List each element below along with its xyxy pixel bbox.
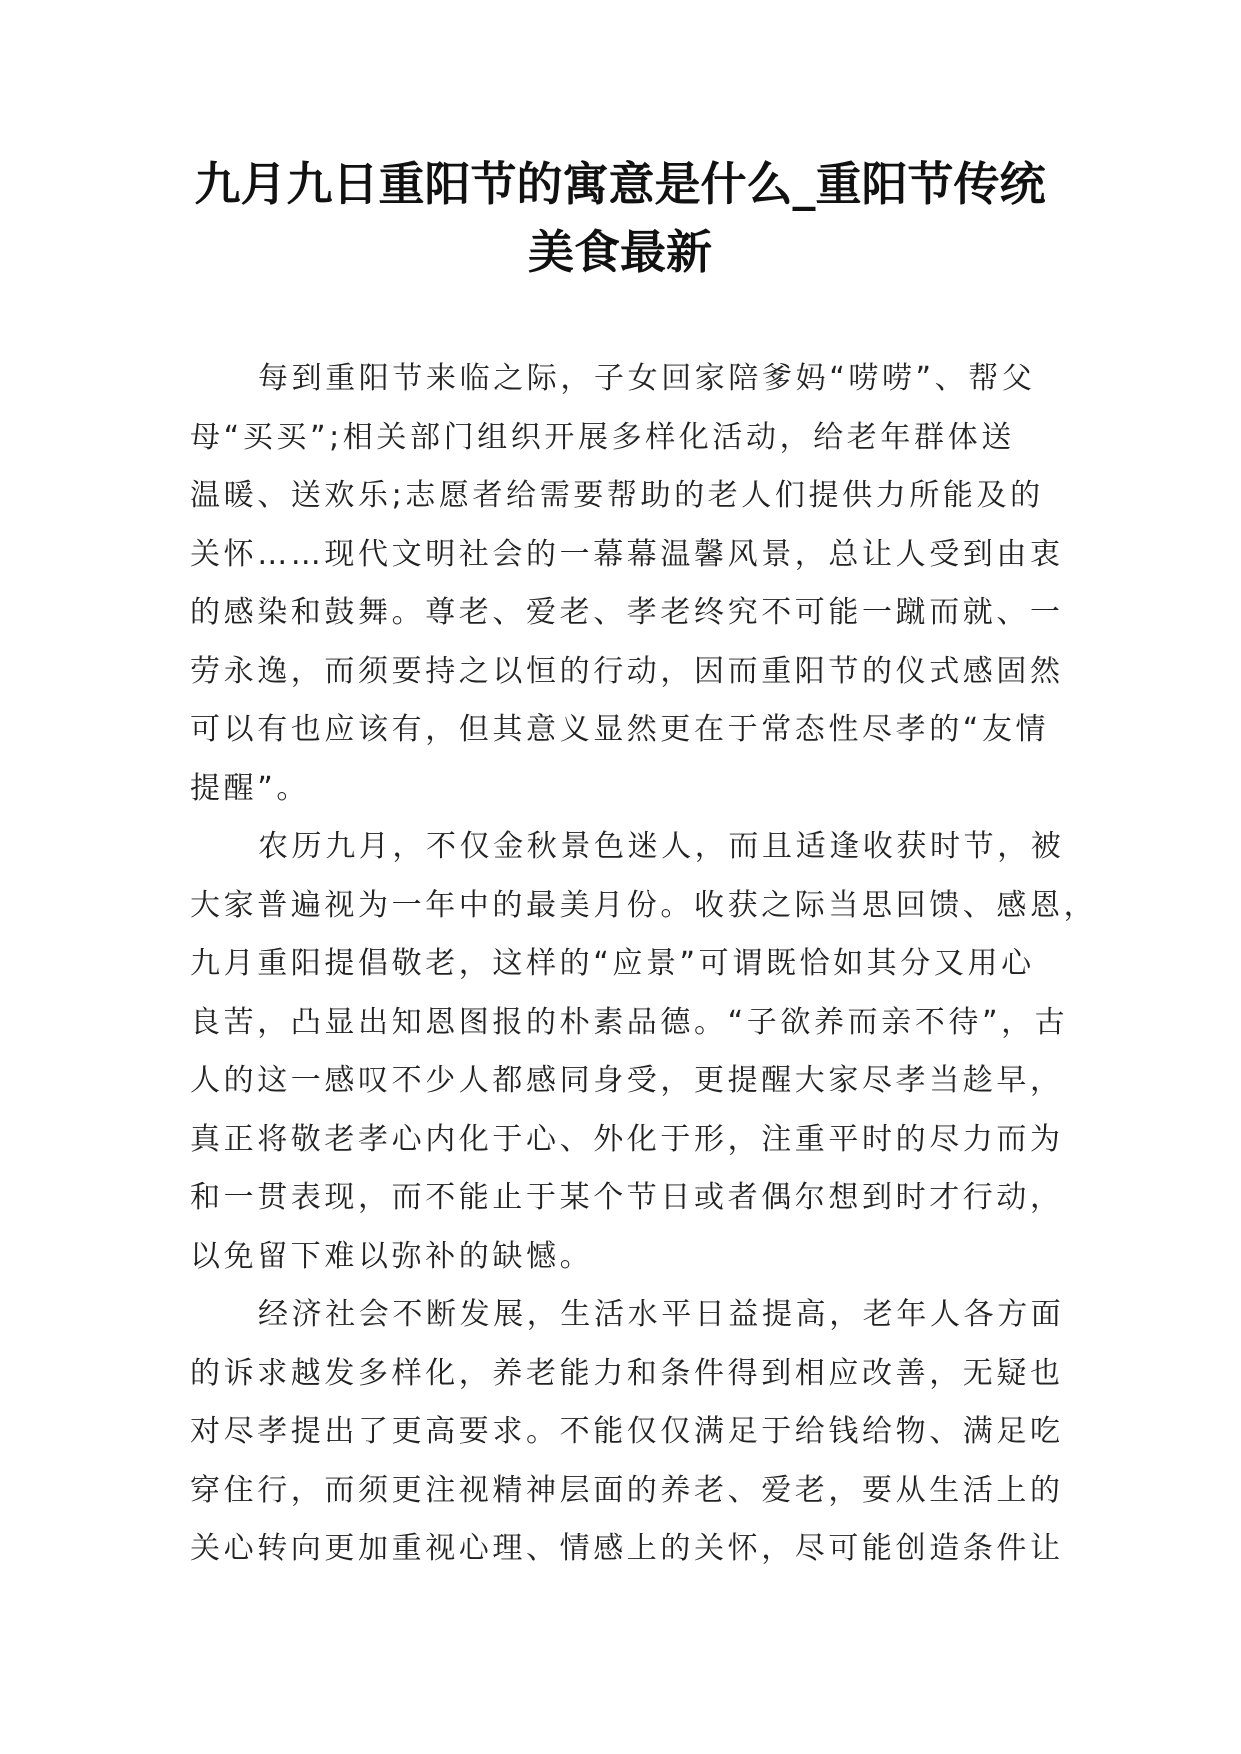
text-line: 九月重阳提倡敬老，这样的“应景”可谓既恰如其分又用心: [190, 946, 1035, 981]
text-line: 农历九月，不仅金秋景色迷人，而且适逢收获时节，被: [258, 829, 1065, 864]
text-line: 对尽孝提出了更高要求。不能仅仅满足于给钱给物、满足吃: [190, 1414, 1064, 1449]
text-line: 真正将敬老孝心内化于心、外化于形，注重平时的尽力而为: [190, 1121, 1064, 1157]
text-line: 穿住行，而须更注视精神层面的养老、爱老，要从生活上的: [190, 1472, 1064, 1508]
text-line: 人的这一感叹不少人都感同身受，更提醒大家尽孝当趁早，: [190, 1063, 1064, 1098]
text-line: 提醒”。: [190, 770, 310, 806]
paragraph-3: [190, 1286, 1065, 1579]
text-line: 可以有也应该有，但其意义显然更在于常态性尽孝的“友情: [190, 712, 1050, 747]
paragraph-2: [190, 818, 1098, 1286]
text-line: 和一贯表现，而不能止于某个节日或者偶尔想到时才行动，: [190, 1180, 1064, 1215]
text-line: 关怀……现代文明社会的一幕幕温馨风景，总让人受到由衷: [190, 536, 1064, 572]
text-line: 以免留下难以弥补的缺憾。: [190, 1238, 594, 1274]
text-line: 母“买买”;相关部门组织开展多样化活动，给老年群体送: [190, 419, 1015, 455]
text-line: 的感染和鼓舞。尊老、爱老、孝老终究不可能一蹴而就、一: [190, 595, 1064, 630]
document-body: [190, 350, 1098, 1579]
text-line: 温暖、送欢乐;志愿者给需要帮助的老人们提供力所能及的: [190, 478, 1044, 513]
text-line: 关心转向更加重视心理、情感上的关怀，尽可能创造条件让: [190, 1531, 1064, 1566]
text-line: 良苦，凸显出知恩图报的朴素品德。“子欲养而亲不待”，古: [190, 1004, 1069, 1040]
text-line: 劳永逸，而须要持之以恒的行动，因而重阳节的仪式感固然: [190, 653, 1064, 689]
text-line: 经济社会不断发展，生活水平日益提高，老年人各方面: [258, 1297, 1065, 1332]
paragraph-1: [190, 350, 1064, 818]
document-title: [180, 150, 1060, 286]
text-line: 大家普遍视为一年中的最美月份。收获之际当思回馈、感恩，: [190, 887, 1098, 923]
title-line: 九月九日重阳节的寓意是什么_重阳节传统: [194, 157, 1046, 211]
text-line: 每到重阳节来临之际，子女回家陪爹妈“唠唠”、帮父: [258, 361, 1036, 396]
text-line: 的诉求越发多样化，养老能力和条件得到相应改善，无疑也: [190, 1355, 1064, 1391]
title-line: 美食最新: [528, 225, 712, 279]
